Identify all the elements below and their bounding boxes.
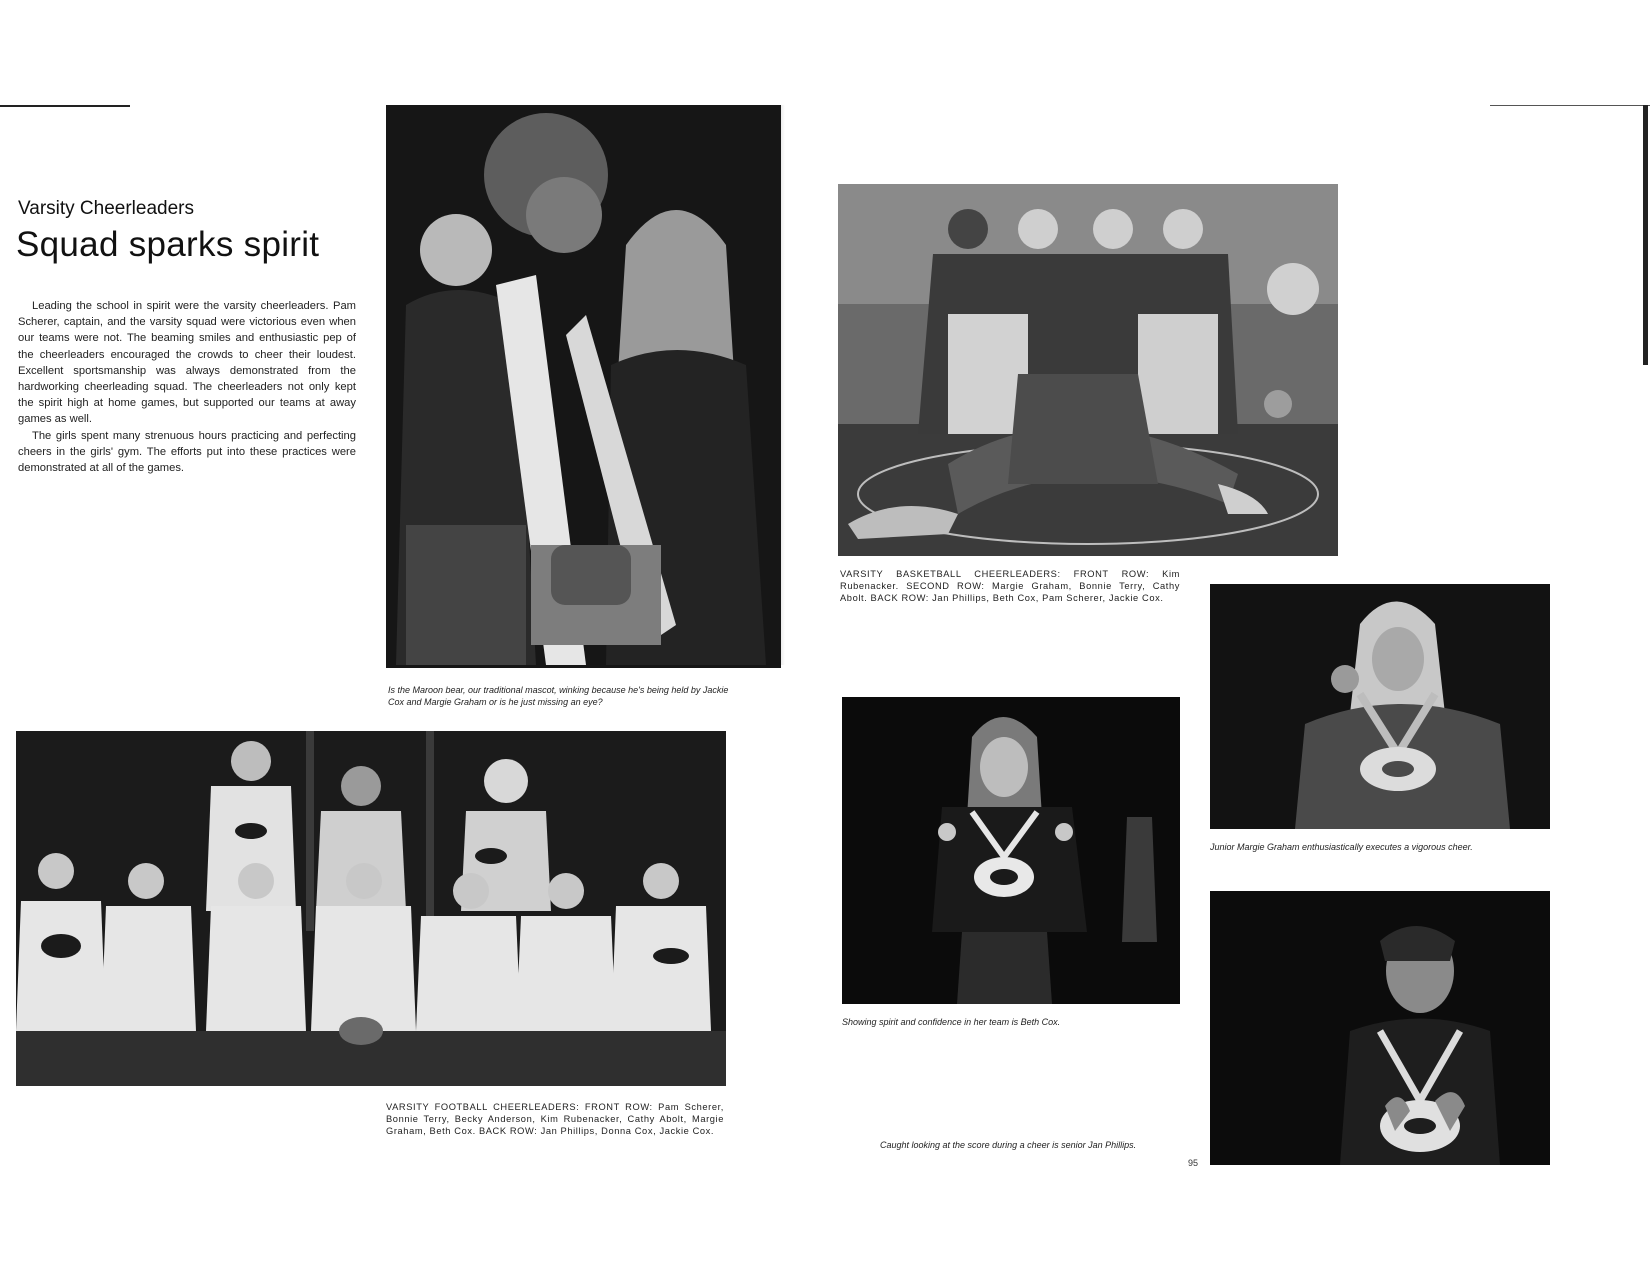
article-paragraph-2: The girls spent many strenuous hours practicing and perfecting cheers in the girls' gym. The efforts put into these practices were demonstrated at all of the games. <box>18 429 356 475</box>
photo-basketball-squad <box>838 184 1338 556</box>
photo-beth-cox <box>842 697 1180 1004</box>
caption-football-photo: VARSITY FOOTBALL CHEERLEADERS: FRONT ROW: Pam Scherer, Bonnie Terry, Becky Anderson, Kim Rubenacker, Cathy Abolt, Margie Graham, Beth Cox. BACK ROW: Jan Phillips, Donna Cox, Jackie Cox. <box>386 1102 724 1137</box>
photo-football-squad <box>16 731 726 1086</box>
caption-beth-photo: Showing spirit and confidence in her team is Beth Cox. <box>842 1017 1061 1027</box>
page-number: 95 <box>1188 1158 1199 1168</box>
page-edge-shadow <box>1643 105 1648 365</box>
caption-margie-photo: Junior Margie Graham enthusiastically executes a vigorous cheer. <box>1210 842 1473 852</box>
photo-jan-phillips <box>1210 891 1550 1165</box>
caption-bear-photo: Is the Maroon bear, our traditional mascot, winking because he's being held by Jackie Cox and Margie Graham or is he just missing an eye? <box>388 685 729 707</box>
top-rule-left <box>0 105 130 107</box>
photo-bear-mascot <box>386 105 781 668</box>
article-body <box>18 298 356 476</box>
caption-basketball-photo: VARSITY BASKETBALL CHEERLEADERS: FRONT ROW: Kim Rubenacker. SECOND ROW: Margie Graham, Bonnie Terry, Cathy Abolt. BACK ROW: Jan Phillips, Beth Cox, Pam Scherer, Jackie Cox. <box>840 569 1180 604</box>
photo-margie-graham <box>1210 584 1550 829</box>
caption-jan-photo: Caught looking at the score during a cheer is senior Jan Phillips. <box>880 1140 1137 1150</box>
article-paragraph-1: Leading the school in spirit were the varsity cheerleaders. Pam Scherer, captain, and the varsity squad were victorious even when our teams were not. The beaming smiles and enthusiastic pep of the cheerleaders encouraged the crowds to cheer their loudest. Excellent sportsmanship was always demonstrated from the hardworking cheerleading squad. The cheerleaders not only kept the spirit high at home games, but supported our teams at away games as well. <box>18 300 356 426</box>
top-rule-right <box>1490 105 1650 106</box>
page-headline: Squad sparks spirit <box>16 225 320 264</box>
section-kicker: Varsity Cheerleaders <box>18 198 195 219</box>
